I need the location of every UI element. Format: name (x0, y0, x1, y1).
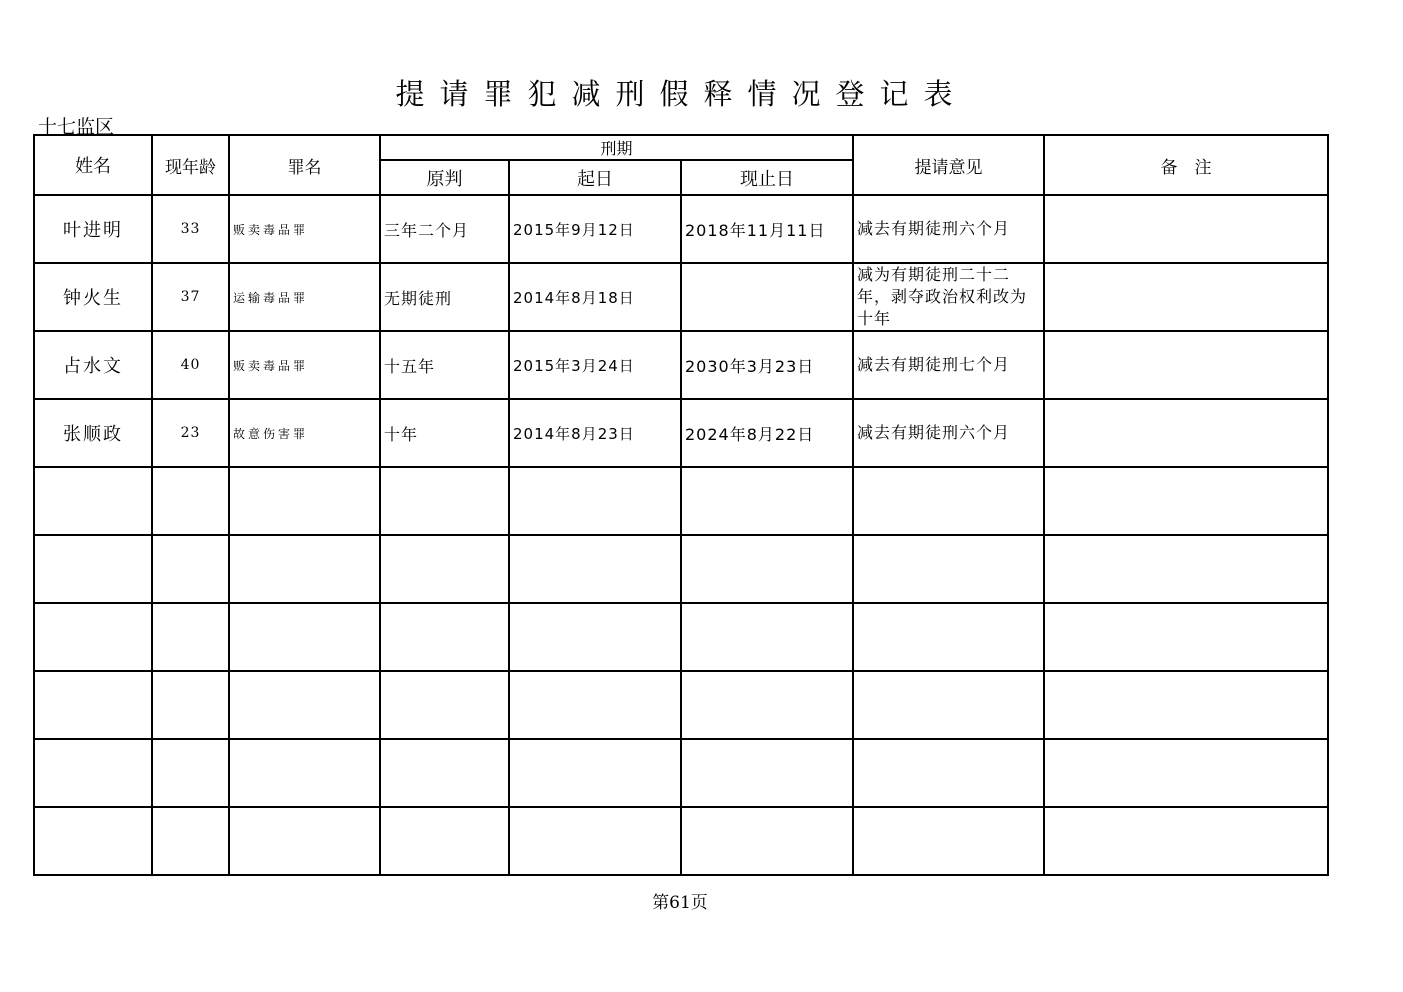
cell-original-sentence: 十年 (380, 399, 509, 467)
empty-cell (229, 467, 380, 535)
empty-cell (681, 807, 853, 875)
empty-row (34, 467, 1328, 535)
empty-cell (152, 535, 229, 603)
header-age: 现年龄 (152, 135, 229, 195)
empty-row (34, 603, 1328, 671)
empty-cell (853, 467, 1044, 535)
empty-cell (853, 603, 1044, 671)
header-crime: 罪名 (229, 135, 380, 195)
cell-remarks (1044, 263, 1328, 331)
empty-cell (34, 535, 152, 603)
empty-cell (853, 535, 1044, 603)
cell-end-date: 2018年11月11日 (681, 195, 853, 263)
header-original-sentence: 原判 (380, 160, 509, 195)
empty-cell (853, 739, 1044, 807)
empty-row (34, 535, 1328, 603)
header-remarks: 备 注 (1044, 135, 1328, 195)
cell-opinion: 减为有期徒刑二十二年，剥夺政治权利改为十年 (853, 263, 1044, 331)
cell-remarks (1044, 331, 1328, 399)
table-row (34, 195, 1328, 263)
header-name: 姓名 (34, 135, 152, 195)
header-end-date: 现止日 (681, 160, 853, 195)
page-title: 提请罪犯减刑假释情况登记表 (395, 77, 968, 111)
cell-crime: 故意伤害罪 (229, 399, 380, 467)
cell-original-sentence: 三年二个月 (380, 195, 509, 263)
cell-age: 40 (152, 331, 229, 399)
empty-cell (229, 671, 380, 739)
empty-cell (34, 671, 152, 739)
empty-cell (853, 671, 1044, 739)
empty-cell (380, 467, 509, 535)
empty-cell (380, 603, 509, 671)
empty-cell (1044, 739, 1328, 807)
empty-cell (152, 807, 229, 875)
empty-cell (509, 807, 681, 875)
empty-cell (34, 739, 152, 807)
cell-end-date: 2024年8月22日 (681, 399, 853, 467)
empty-cell (509, 467, 681, 535)
cell-crime: 贩卖毒品罪 (229, 331, 380, 399)
cell-age: 33 (152, 195, 229, 263)
cell-remarks (1044, 195, 1328, 263)
empty-cell (380, 807, 509, 875)
empty-cell (152, 739, 229, 807)
empty-row (34, 807, 1328, 875)
empty-cell (681, 467, 853, 535)
empty-row (34, 739, 1328, 807)
cell-name: 占水文 (34, 331, 152, 399)
header-start-date: 起日 (509, 160, 681, 195)
empty-cell (152, 467, 229, 535)
cell-name: 张顺政 (34, 399, 152, 467)
cell-opinion: 减去有期徒刑六个月 (853, 399, 1044, 467)
empty-cell (681, 603, 853, 671)
empty-cell (34, 467, 152, 535)
page-number: 第61页 (652, 893, 708, 913)
cell-remarks (1044, 399, 1328, 467)
empty-cell (509, 739, 681, 807)
table-row (34, 263, 1328, 331)
cell-original-sentence: 无期徒刑 (380, 263, 509, 331)
empty-cell (681, 671, 853, 739)
empty-cell (229, 807, 380, 875)
table-row (34, 331, 1328, 399)
cell-start-date: 2014年8月18日 (509, 263, 681, 331)
empty-cell (509, 535, 681, 603)
cell-age: 37 (152, 263, 229, 331)
empty-cell (152, 603, 229, 671)
district-label: 十七监区 (38, 116, 115, 138)
empty-cell (380, 671, 509, 739)
empty-cell (229, 535, 380, 603)
empty-cell (853, 807, 1044, 875)
empty-row (34, 671, 1328, 739)
cell-end-date (681, 263, 853, 331)
cell-crime: 贩卖毒品罪 (229, 195, 380, 263)
cell-start-date: 2015年3月24日 (509, 331, 681, 399)
cell-start-date: 2015年9月12日 (509, 195, 681, 263)
empty-cell (152, 671, 229, 739)
empty-cell (1044, 467, 1328, 535)
cell-start-date: 2014年8月23日 (509, 399, 681, 467)
header-opinion: 提请意见 (853, 135, 1044, 195)
cell-name: 叶进明 (34, 195, 152, 263)
cell-opinion: 减去有期徒刑六个月 (853, 195, 1044, 263)
cell-opinion: 减去有期徒刑七个月 (853, 331, 1044, 399)
empty-cell (380, 739, 509, 807)
cell-crime: 运输毒品罪 (229, 263, 380, 331)
empty-cell (34, 807, 152, 875)
empty-cell (509, 603, 681, 671)
empty-cell (509, 671, 681, 739)
empty-cell (1044, 603, 1328, 671)
empty-cell (1044, 671, 1328, 739)
empty-cell (1044, 535, 1328, 603)
cell-name: 钟火生 (34, 263, 152, 331)
empty-cell (681, 535, 853, 603)
header-term: 刑期 (380, 135, 853, 160)
cell-end-date: 2030年3月23日 (681, 331, 853, 399)
empty-cell (229, 739, 380, 807)
cell-original-sentence: 十五年 (380, 331, 509, 399)
cell-age: 23 (152, 399, 229, 467)
empty-cell (1044, 807, 1328, 875)
register-table (33, 134, 1329, 876)
table-row (34, 399, 1328, 467)
empty-cell (681, 739, 853, 807)
empty-cell (229, 603, 380, 671)
empty-cell (380, 535, 509, 603)
empty-cell (34, 603, 152, 671)
